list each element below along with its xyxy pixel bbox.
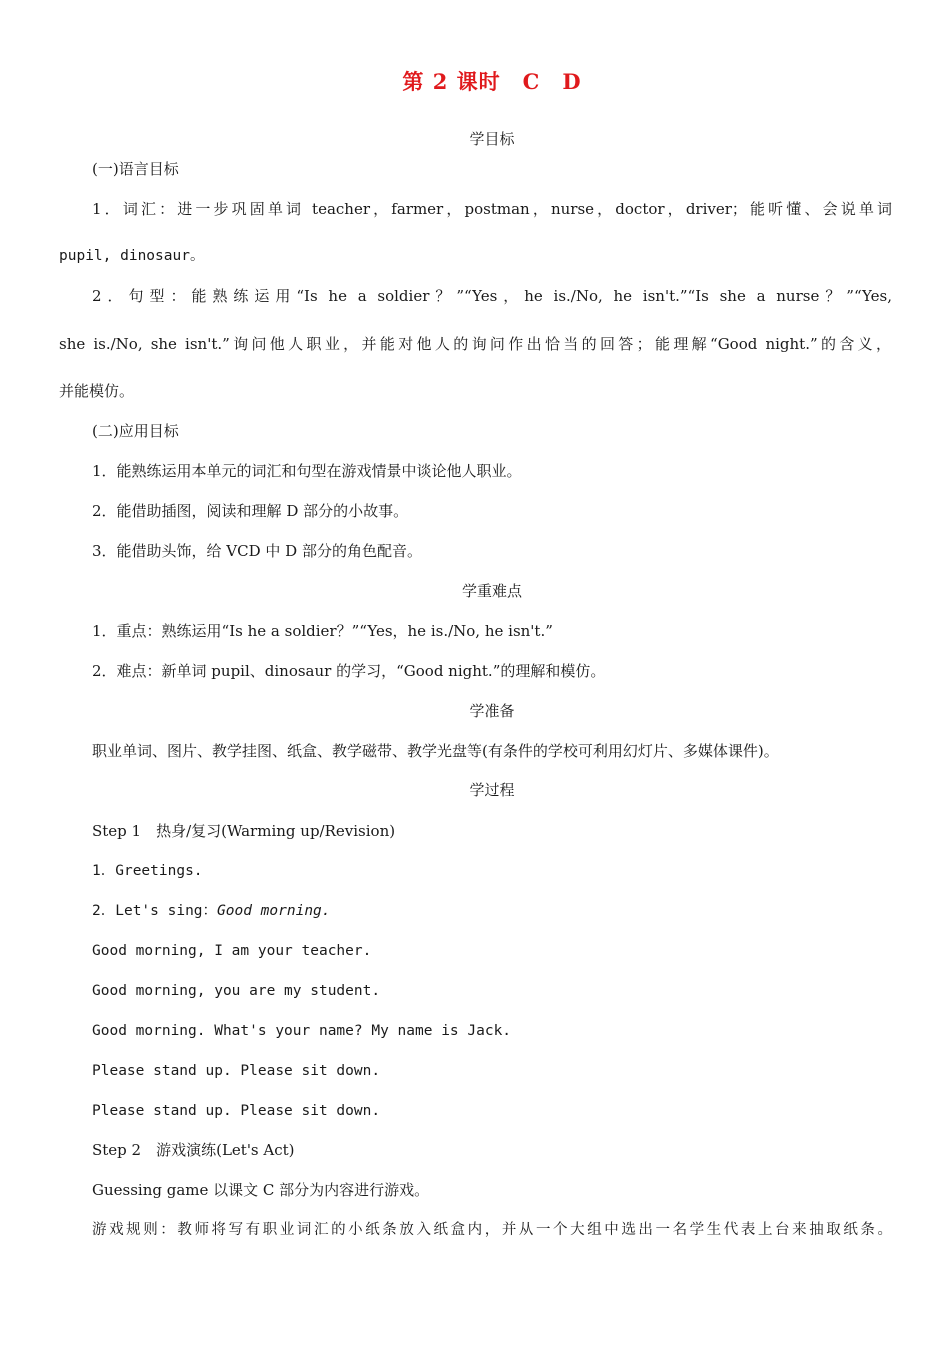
application-objectives-heading: (二)应用目标 bbox=[92, 422, 179, 440]
application-objective-3: 3．能借助头饰，给 VCD 中 D 部分的角色配音。 bbox=[92, 542, 422, 560]
language-objectives-heading: (一)语言目标 bbox=[92, 160, 179, 178]
step-2-heading: Step 2 游戏演练(Let's Act) bbox=[92, 1141, 295, 1159]
song-line-5: Please stand up. Please sit down. bbox=[92, 1103, 381, 1119]
song-line-3: Good morning. What's your name? My name is Jack. bbox=[92, 1023, 512, 1039]
sing-item bbox=[92, 901, 331, 921]
application-objective-1: 1．能熟练运用本单元的词汇和句型在游戏情景中谈论他人职业。 bbox=[92, 462, 522, 480]
song-line-4: Please stand up. Please sit down. bbox=[92, 1063, 381, 1079]
sentence-objective-line-2: she is./No, she isn't.”询问他人职业，并能对他人的询问作出恰当的回答；能理解“Good night.”的含义， bbox=[59, 335, 891, 353]
preparation-text: 职业单词、图片、教学挂图、纸盒、教学磁带、教学光盘等(有条件的学校可利用幻灯片、多媒体课件)。 bbox=[92, 742, 779, 760]
greetings-item: 1．Greetings. bbox=[92, 863, 203, 879]
sentence-objective-line-3: 并能模仿。 bbox=[59, 382, 135, 400]
application-objective-2: 2．能借助插图，阅读和理解 D 部分的小故事。 bbox=[92, 502, 409, 520]
song-line-2: Good morning, you are my student. bbox=[92, 983, 381, 999]
section-heading-key-points: 学重难点 bbox=[461, 582, 522, 600]
key-point-2: 2．难点：新单词 pupil、dinosaur 的学习，“Good night.”的理解和模仿。 bbox=[92, 662, 606, 680]
key-point-1: 1．重点：熟练运用“Is he a soldier？”“Yes，he is./No, he isn't.” bbox=[92, 622, 553, 640]
vocab-objective-line-2: pupil, dinosaur。 bbox=[59, 248, 205, 264]
guessing-game-text: Guessing game 以课文 C 部分为内容进行游戏。 bbox=[92, 1181, 430, 1199]
sentence-objective-line-1: 2．句型：能熟练运用“Is he a soldier？”“Yes，he is./No, he isn't.”“Is she a nurse？”“Yes, bbox=[92, 287, 892, 305]
section-heading-process: 学过程 bbox=[469, 781, 515, 799]
game-rules-text: 游戏规则：教师将写有职业词汇的小纸条放入纸盒内，并从一个大组中选出一名学生代表上台来抽取纸条。 bbox=[92, 1222, 892, 1238]
section-heading-preparation: 学准备 bbox=[469, 702, 515, 720]
lesson-title: 第 2 课时 C D bbox=[402, 69, 582, 94]
section-heading-objectives: 学目标 bbox=[469, 130, 515, 148]
song-line-1: Good morning, I am your teacher. bbox=[92, 943, 372, 959]
vocab-objective-line-1: 1．词汇：进一步巩固单词 teacher，farmer，postman，nurse，doctor，driver；能听懂、会说单词 bbox=[92, 200, 892, 218]
step-1-heading: Step 1 热身/复习(Warming up/Revision) bbox=[92, 822, 396, 840]
sing-prefix: 2．Let's sing： bbox=[92, 903, 218, 919]
song-title: Good morning. bbox=[217, 903, 331, 919]
